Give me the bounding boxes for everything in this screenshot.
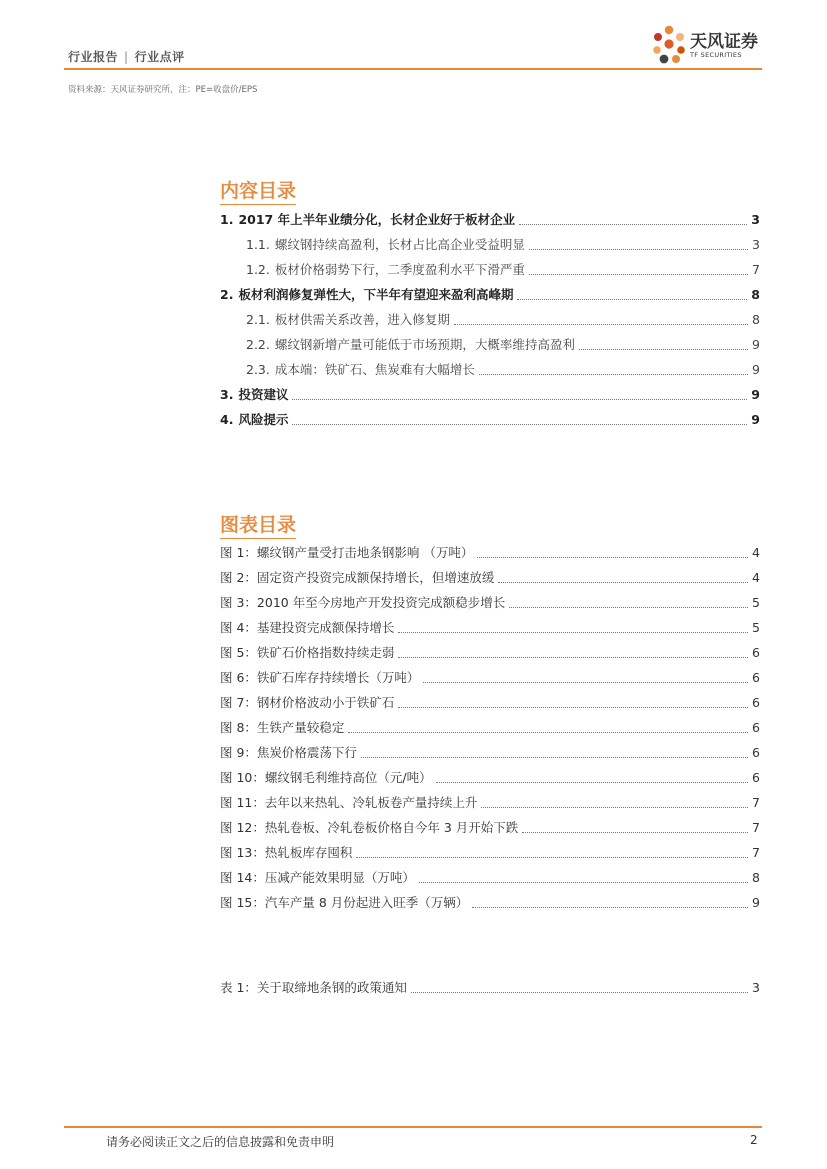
toc-entry-label: 2017 年上半年业绩分化，长材企业好于板材企业 xyxy=(238,212,516,227)
header-divider xyxy=(64,68,762,70)
dot-leader xyxy=(454,315,748,325)
figure-entry-page: 6 xyxy=(752,745,760,760)
figure-entry[interactable] xyxy=(220,540,760,565)
toc-entry-number: 1.2. xyxy=(246,262,270,277)
toc-entry-label: 板材供需关系改善，进入修复期 xyxy=(274,312,450,327)
figure-entry-label: 图 13：热轧板库存囤积 xyxy=(220,845,353,860)
header-category xyxy=(68,48,185,65)
dot-leader xyxy=(477,548,748,558)
dot-leader xyxy=(519,215,747,225)
table-entry-label: 表 1：关于取缔地条钢的政策通知 xyxy=(220,980,407,995)
toc-entry[interactable] xyxy=(220,257,760,282)
company-logo xyxy=(650,24,762,68)
dot-leader xyxy=(529,265,748,275)
figure-entry-page: 7 xyxy=(752,795,760,810)
dot-leader xyxy=(356,848,748,858)
table-list xyxy=(220,975,760,1000)
toc-entry-label: 成本端：铁矿石、焦炭难有大幅增长 xyxy=(274,362,475,377)
dot-leader xyxy=(398,698,748,708)
figure-entry-label: 图 12：热轧卷板、冷轧卷板价格自今年 3 月开始下跌 xyxy=(220,820,519,835)
toc-entry-page: 7 xyxy=(752,262,760,277)
header-report-type: 行业报告 xyxy=(68,50,119,64)
figure-entry[interactable] xyxy=(220,865,760,890)
figure-entry[interactable] xyxy=(220,790,760,815)
dot-leader xyxy=(472,898,748,908)
toc-entry[interactable] xyxy=(220,332,760,357)
figure-entry[interactable] xyxy=(220,690,760,715)
toc-entry-label: 螺纹钢持续高盈利，长材占比高企业受益明显 xyxy=(274,237,525,252)
toc-entry-page: 8 xyxy=(751,287,760,302)
figure-entry-label: 图 11：去年以来热轧、冷轧板卷产量持续上升 xyxy=(220,795,478,810)
dot-leader xyxy=(579,340,748,350)
dot-leader xyxy=(348,723,748,733)
dot-leader xyxy=(479,365,748,375)
figure-entry[interactable] xyxy=(220,665,760,690)
figure-entry-label: 图 1：螺纹钢产量受打击地条钢影响 （万吨） xyxy=(220,545,474,560)
dot-leader xyxy=(517,290,747,300)
dot-leader xyxy=(292,415,747,425)
page-number: 2 xyxy=(750,1133,758,1147)
toc-entry-number: 1. xyxy=(220,212,234,227)
dot-leader xyxy=(522,823,748,833)
figure-entry-label: 图 3：2010 年至今房地产开发投资完成额稳步增长 xyxy=(220,595,506,610)
figure-entry[interactable] xyxy=(220,715,760,740)
toc-entry[interactable] xyxy=(220,232,760,257)
toc-entry[interactable] xyxy=(220,382,760,407)
toc-entry-page: 9 xyxy=(751,387,760,402)
toc-entry-page: 9 xyxy=(751,412,760,427)
toc-entry-page: 3 xyxy=(752,237,760,252)
toc-entry-page: 9 xyxy=(752,337,760,352)
toc-entry[interactable] xyxy=(220,282,760,307)
dot-leader xyxy=(481,798,748,808)
toc-entry-number: 2.1. xyxy=(246,312,270,327)
figure-entry-label: 图 9：焦炭价格震荡下行 xyxy=(220,745,357,760)
figure-entry-label: 图 2：固定资产投资完成额保持增长，但增速放缓 xyxy=(220,570,495,585)
figure-entry[interactable] xyxy=(220,615,760,640)
toc-entry[interactable] xyxy=(220,307,760,332)
figure-entry-page: 6 xyxy=(752,720,760,735)
dot-leader xyxy=(498,573,748,583)
dot-leader xyxy=(419,873,748,883)
figure-entry[interactable] xyxy=(220,840,760,865)
figure-entry-label: 图 14：压减产能效果明显（万吨） xyxy=(220,870,415,885)
figure-entry[interactable] xyxy=(220,815,760,840)
dot-leader xyxy=(436,773,748,783)
dot-leader xyxy=(361,748,748,758)
figure-list xyxy=(220,540,760,915)
toc-entry-page: 8 xyxy=(752,312,760,327)
figures-title: 图表目录 xyxy=(220,510,296,539)
toc-entry-page: 3 xyxy=(751,212,760,227)
figure-entry-page: 6 xyxy=(752,695,760,710)
toc-entry[interactable] xyxy=(220,407,760,432)
logo-subtext: TF SECURITIES xyxy=(690,51,742,59)
toc-entry-number: 3. xyxy=(220,387,234,402)
dot-leader xyxy=(398,648,748,658)
table-entry[interactable] xyxy=(220,975,760,1000)
figure-entry-page: 8 xyxy=(752,870,760,885)
figure-entry-page: 7 xyxy=(752,845,760,860)
flower-logo-icon xyxy=(650,24,688,68)
header-separator: | xyxy=(124,50,129,64)
figure-entry[interactable] xyxy=(220,890,760,915)
figure-entry-page: 4 xyxy=(752,570,760,585)
figure-entry[interactable] xyxy=(220,565,760,590)
figure-entry[interactable] xyxy=(220,740,760,765)
toc-entry-label: 投资建议 xyxy=(238,387,289,402)
figure-entry[interactable] xyxy=(220,765,760,790)
figure-entry-label: 图 5：铁矿石价格指数持续走弱 xyxy=(220,645,395,660)
figure-entry-page: 9 xyxy=(752,895,760,910)
header-report-subtype: 行业点评 xyxy=(134,50,185,64)
logo-text: 天风证券 xyxy=(690,32,758,52)
figure-entry-page: 5 xyxy=(752,620,760,635)
source-note: 资料来源：天风证券研究所，注：PE=收盘价/EPS xyxy=(68,85,258,95)
figure-entry-label: 图 8：生铁产量较稳定 xyxy=(220,720,345,735)
footer-disclaimer: 请务必阅读正文之后的信息披露和免责申明 xyxy=(106,1135,335,1149)
figure-entry-label: 图 7：钢材价格波动小于铁矿石 xyxy=(220,695,395,710)
toc-entry-page: 9 xyxy=(752,362,760,377)
figure-entry[interactable] xyxy=(220,590,760,615)
figure-entry-label: 图 6：铁矿石库存持续增长（万吨） xyxy=(220,670,420,685)
dot-leader xyxy=(529,240,748,250)
footer-divider xyxy=(64,1126,762,1128)
dot-leader xyxy=(398,623,748,633)
toc-entry[interactable] xyxy=(220,357,760,382)
dot-leader xyxy=(411,983,748,993)
dot-leader xyxy=(423,673,748,683)
dot-leader xyxy=(509,598,748,608)
figure-entry-page: 6 xyxy=(752,770,760,785)
toc-entry-number: 2.3. xyxy=(246,362,270,377)
toc-entry-label: 板材价格弱势下行，二季度盈利水平下滑严重 xyxy=(274,262,525,277)
toc-entry-number: 4. xyxy=(220,412,234,427)
toc-entry[interactable] xyxy=(220,207,760,232)
figure-entry-page: 6 xyxy=(752,670,760,685)
toc-entry-label: 螺纹钢新增产量可能低于市场预期，大概率维持高盈利 xyxy=(274,337,575,352)
figure-entry-label: 图 4：基建投资完成额保持增长 xyxy=(220,620,395,635)
figure-entry-label: 图 10：螺纹钢毛利维持高位（元/吨） xyxy=(220,770,432,785)
toc-entry-label: 板材利润修复弹性大，下半年有望迎来盈利高峰期 xyxy=(238,287,514,302)
toc-list xyxy=(220,207,760,432)
figure-entry-page: 7 xyxy=(752,820,760,835)
toc-entry-number: 2.2. xyxy=(246,337,270,352)
figure-entry-label: 图 15：汽车产量 8 月份起进入旺季（万辆） xyxy=(220,895,469,910)
figure-entry[interactable] xyxy=(220,640,760,665)
toc-entry-label: 风险提示 xyxy=(238,412,289,427)
figure-entry-page: 5 xyxy=(752,595,760,610)
table-entry-page: 3 xyxy=(752,980,760,995)
toc-entry-number: 2. xyxy=(220,287,234,302)
toc-entry-number: 1.1. xyxy=(246,237,270,252)
toc-title: 内容目录 xyxy=(220,176,296,205)
dot-leader xyxy=(292,390,747,400)
figure-entry-page: 4 xyxy=(752,545,760,560)
figure-entry-page: 6 xyxy=(752,645,760,660)
